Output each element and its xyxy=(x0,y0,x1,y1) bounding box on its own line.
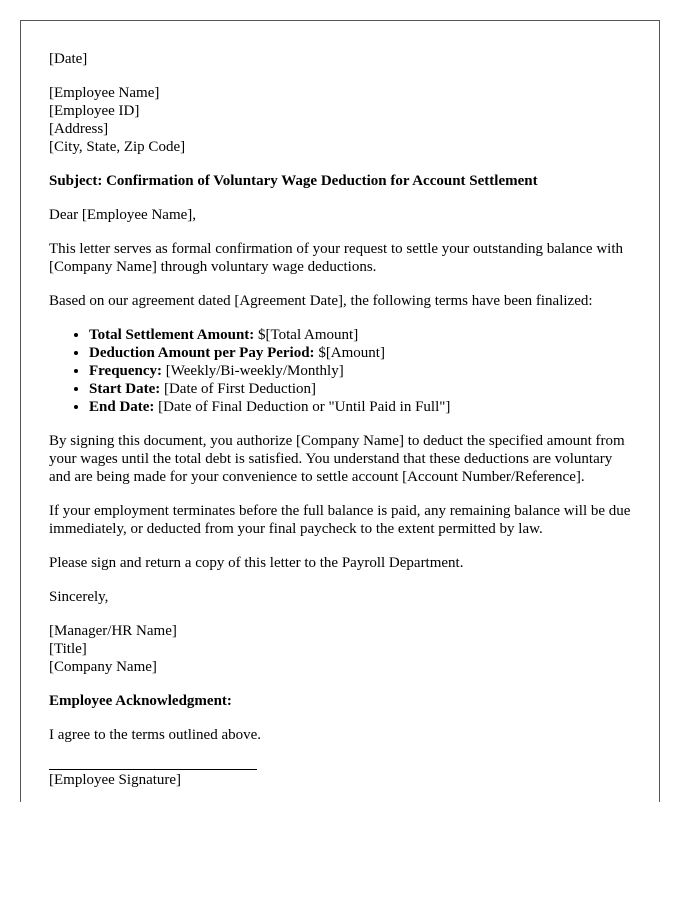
term-deduction-amount xyxy=(89,344,631,362)
term-value: [Weekly/Bi-weekly/Monthly] xyxy=(162,363,344,379)
employee-signature-label: [Employee Signature] xyxy=(49,772,182,788)
letter-page xyxy=(20,20,660,802)
letter-date: [Date] xyxy=(49,51,88,67)
term-label: Deduction Amount per Pay Period: xyxy=(89,345,315,361)
termination-paragraph: If your employment terminates before the full balance is paid, any remaining balance will be due immediately, or deducted from your final paycheck to the extent permitted by law. xyxy=(49,503,631,537)
term-value: [Date of First Deduction] xyxy=(160,381,317,397)
letter-subject: Subject: Confirmation of Voluntary Wage Deduction for Account Settlement xyxy=(49,173,538,189)
sender-title: [Title] xyxy=(49,641,87,657)
term-label: Start Date: xyxy=(89,381,161,397)
authorization-paragraph: By signing this document, you authorize [Company Name] to deduct the specified amount from your wages until the total debt is satisfied. You understand that these deductions are voluntary and are being made for your convenience to settle account [Account Number/Reference]. xyxy=(49,433,625,485)
acknowledgment-statement: I agree to the terms outlined above. xyxy=(49,727,262,743)
term-start-date xyxy=(89,380,631,398)
term-label: End Date: xyxy=(89,399,155,415)
term-value: [Date of Final Deduction or "Until Paid in Full"] xyxy=(154,399,451,415)
sender-name: [Manager/HR Name] xyxy=(49,623,177,639)
employee-signature-line xyxy=(49,769,257,789)
term-total-settlement xyxy=(89,326,631,344)
recipient-name: [Employee Name] xyxy=(49,85,160,101)
sender-company: [Company Name] xyxy=(49,659,157,675)
term-label: Total Settlement Amount: xyxy=(89,327,255,343)
term-value: $[Total Amount] xyxy=(254,327,359,343)
term-label: Frequency: xyxy=(89,363,163,379)
recipient-city-state-zip: [City, State, Zip Code] xyxy=(49,139,186,155)
terms-list xyxy=(49,326,631,416)
agreement-paragraph: Based on our agreement dated [Agreement Date], the following terms have been finalized: xyxy=(49,293,593,309)
return-instruction-paragraph: Please sign and return a copy of this letter to the Payroll Department. xyxy=(49,555,464,571)
term-frequency xyxy=(89,362,631,380)
recipient-address-block xyxy=(49,84,631,156)
acknowledgment-heading: Employee Acknowledgment: xyxy=(49,693,232,709)
recipient-id: [Employee ID] xyxy=(49,103,140,119)
sender-block xyxy=(49,622,631,676)
term-value: $[Amount] xyxy=(314,345,385,361)
term-end-date xyxy=(89,398,631,416)
letter-closing: Sincerely, xyxy=(49,589,109,605)
letter-salutation: Dear [Employee Name], xyxy=(49,207,197,223)
letter-intro-paragraph: This letter serves as formal confirmation of your request to settle your outstanding balance with [Company Name] through voluntary wage deductions. xyxy=(49,241,624,275)
recipient-address: [Address] xyxy=(49,121,109,137)
